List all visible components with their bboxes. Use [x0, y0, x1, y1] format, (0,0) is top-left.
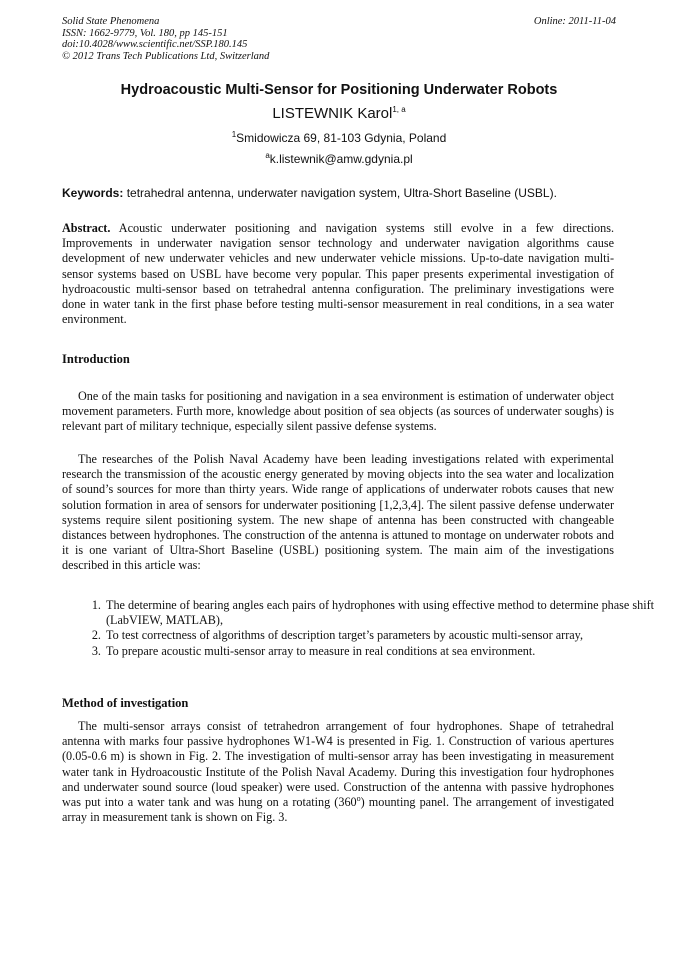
email-mark: a	[265, 151, 270, 160]
keywords-text: tetrahedral antenna, underwater navigation system, Ultra-Short Baseline (USBL).	[123, 186, 557, 200]
keywords-label: Keywords:	[62, 186, 124, 200]
online-date: Online: 2011-11-04	[533, 16, 616, 27]
author-name: LISTEWNIK Karol	[272, 105, 393, 122]
email	[62, 152, 616, 166]
method-paragraph-1	[62, 719, 614, 825]
copyright-line: © 2012 Trans Tech Publications Ltd, Switzerland	[62, 50, 270, 62]
author-marks: 1, a	[392, 105, 406, 114]
abstract	[62, 221, 614, 327]
affiliation-mark: 1	[231, 130, 237, 139]
introduction-heading: Introduction	[62, 352, 130, 366]
paper-title: Hydroacoustic Multi-Sensor for Positioning Underwater Robots	[120, 82, 558, 98]
affiliation-text: Smidowicza 69, 81-103 Gdynia, Poland	[236, 131, 447, 145]
aims-list	[62, 598, 656, 659]
introduction-paragraph-2: The researches of the Polish Naval Academy have been leading investigations related with experimental research the transmission of the acoustic energy generated by moving objects into the sea water and localization of sound’s sources for more than thirty years. Wide range of applications of underwater robots causes that new solution formation in area of sensors for underwater positioning [1,2,3,4]. The silent passive defense underwater systems require silent positioning system. The new shape of antenna has been constructed with changeable distances between hydrophones. The construction of the antenna is attuned to montage on underwater robots and it is one variant of Ultra-Short Baseline (USBL) positioning system. The main aim of the investigations described in this article was:	[62, 452, 614, 573]
method-text-part-2: ) mounting panel. The arrangement of investigated array in measurement tank is shown on Fig. 3.	[62, 795, 615, 825]
list-item: 1. The determine of bearing angles each pairs of hydrophones with using effective method to determine phase shift (LabVIEW, MATLAB),	[104, 598, 656, 628]
method-heading: Method of investigation	[62, 696, 189, 710]
introduction-paragraph-1: One of the main tasks for positioning and navigation in a sea environment is estimation of underwater object movement parameters. Furth more, knowledge about position of sea objects (as sources of underwater soughs) is relevant part of military technique, especially silent passive defense systems.	[62, 389, 614, 434]
email-text: k.listewnik@amw.gdynia.pl	[269, 152, 413, 166]
list-item: 2. To test correctness of algorithms of description target’s parameters by acoustic multi-sensor array,	[104, 628, 656, 643]
author-line	[62, 105, 616, 122]
abstract-text: Acoustic underwater positioning and navigation systems still evolve in a few directions. Improvements in underwater navigation sensor technology and underwater navigation algorithms cause development of new underwater vehicles and new underwater vehicle missions. Up-to-date navigation multi-sensor systems based on USBL have become very popular. This paper presents experimental investigation of hydroacoustic multi-sensor based on tetrahedral antenna configuration. The preliminary investigations were done in water tank in the first phase before testing multi-sensor measurement in real conditions, in a sea water environment.	[62, 221, 614, 327]
journal-name: Solid State Phenomena	[62, 16, 160, 27]
method-text-part-1: The multi-sensor arrays consist of tetrahedron arrangement of four hydrophones. Shape of tetrahedral antenna with marks four passive hydrophones W1-W4 is presented in Fig. 1. Construction of various apertures (0.05-0.6 m) is shown in Fig. 2. The investigation of multi-sensor array has been investigating in measurement water tank in Hydroacoustic Institute of the Polish Naval Academy. During this investigation four hydrophones and underwater sound source (loud speaker) were used. Construction of the antenna with passive hydrophones was put into a water tank and was hung on a rotating (360	[62, 719, 614, 810]
degree-mark: o	[356, 793, 361, 803]
doi-line: doi:10.4028/www.scientific.net/SSP.180.145	[62, 39, 248, 50]
affiliation	[62, 131, 616, 145]
issn-line: ISSN: 1662-9779, Vol. 180, pp 145-151	[62, 27, 228, 39]
abstract-label: Abstract.	[62, 221, 111, 235]
list-item: 3. To prepare acoustic multi-sensor array to measure in real conditions at sea environment.	[104, 644, 656, 659]
keywords	[62, 186, 616, 200]
